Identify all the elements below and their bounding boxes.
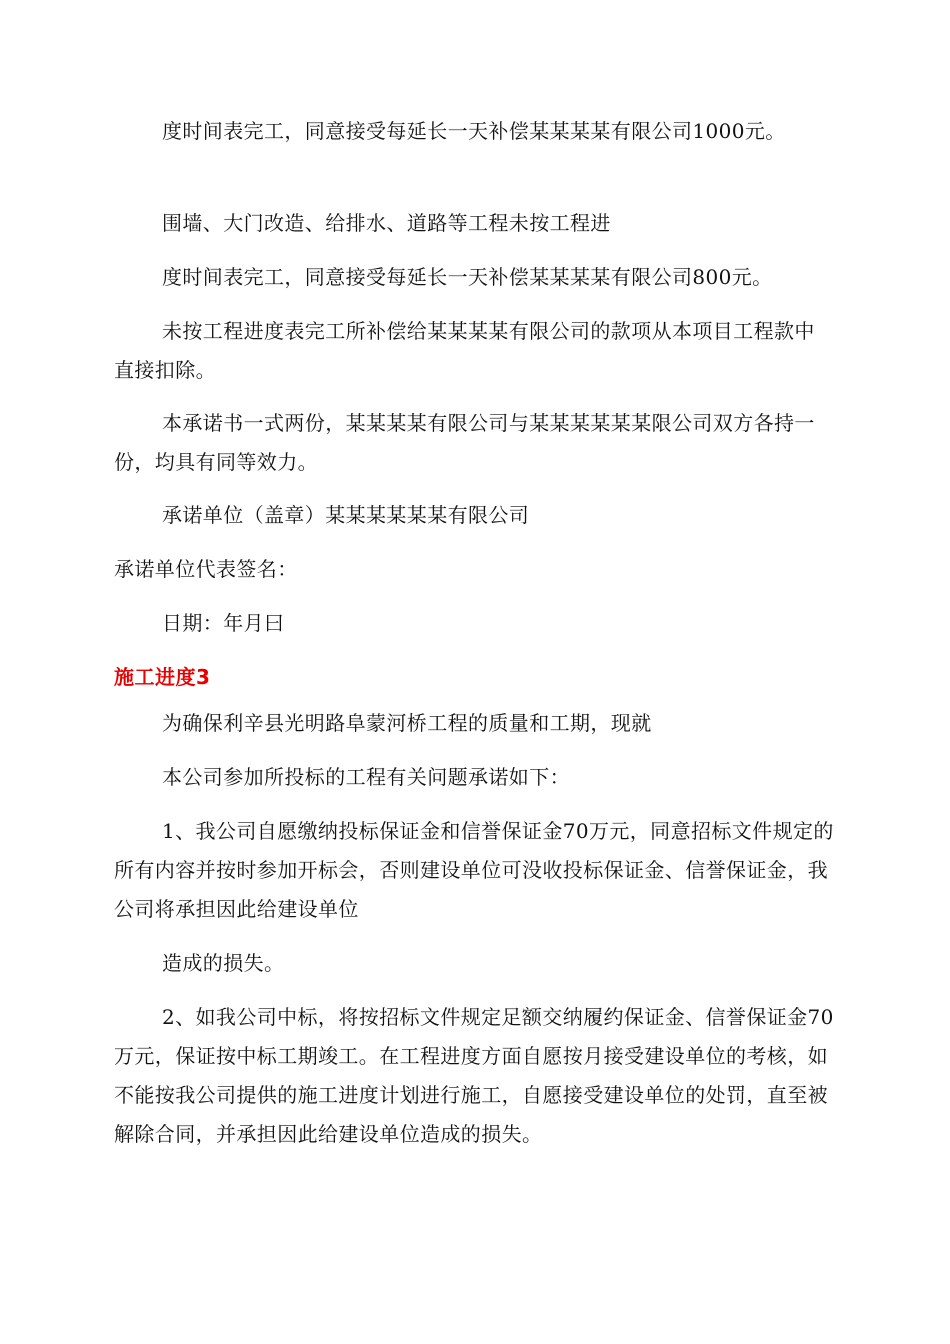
paragraph-delay-compensation-1000: 度时间表完工，同意接受每延长一天补偿某某某某有限公司1000元。	[162, 119, 786, 143]
paragraph-item-1: 1、我公司自愿缴纳投标保证金和信誉保证金70万元，同意招标文件规定的所有内容并按时参加开标会，否则建设单位可没收投标保证金、信誉保证金，我公司将承担因此给建设单位	[114, 819, 834, 921]
paragraph-wall-gate-works: 围墙、大门改造、给排水、道路等工程未按工程进	[162, 211, 611, 235]
paragraph-delay-compensation-800: 度时间表完工，同意接受每延长一天补偿某某某某有限公司800元。	[162, 265, 773, 289]
paragraph-date: 日期：年月曰	[162, 611, 285, 635]
paragraph-copies: 本承诺书一式两份，某某某某有限公司与某某某某某某限公司双方各持一份，均具有同等效力。	[114, 411, 815, 474]
paragraph-item-1-continued: 造成的损失。	[162, 951, 285, 975]
paragraph-committing-unit: 承诺单位（盖章）某某某某某某有限公司	[162, 503, 530, 527]
paragraph-intro-bridge: 为确保利辛县光明路阜蒙河桥工程的质量和工期，现就	[162, 711, 652, 735]
paragraph-representative-signature: 承诺单位代表签名：	[114, 557, 298, 581]
paragraph-item-2: 2、如我公司中标，将按招标文件规定足额交纳履约保证金、信誉保证金70万元，保证按中标工期竣工。在工程进度方面自愿按月接受建设单位的考核，如不能按我公司提供的施工进度计划进行施工，自愿接受建设单位的处罚，直至被解除合同，并承担因此给建设单位造成的损失。	[114, 1005, 834, 1146]
paragraph-deduction: 未按工程进度表完工所补偿给某某某某有限公司的款项从本项目工程款中直接扣除。	[114, 319, 815, 382]
section-heading: 施工进度3	[114, 665, 211, 689]
paragraph-commitment-intro: 本公司参加所投标的工程有关问题承诺如下：	[162, 765, 570, 789]
